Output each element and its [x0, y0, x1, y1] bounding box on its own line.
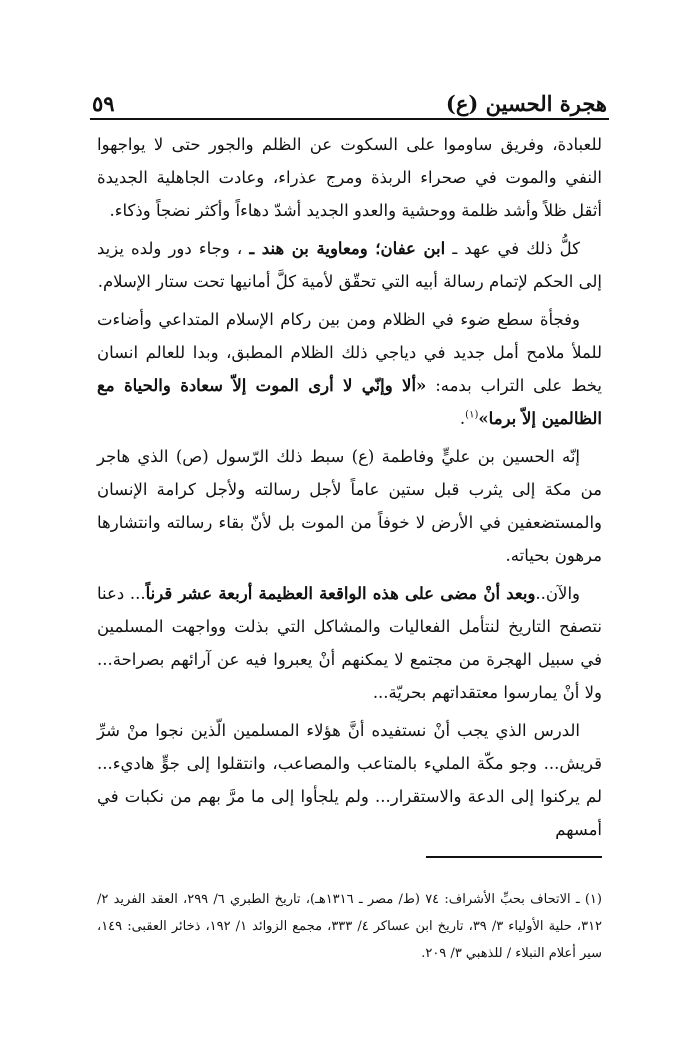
- paragraph-2-part-a: كلُّ ذلك في عهد ـ: [445, 239, 580, 258]
- footnote-1: (١) ـ الاتحاف بحبِّ الأشراف: ٧٤ (ط/ مصر ـ ١٣١٦هـ)، تاريخ الطبري ٦/ ٢٩٩، العقد الفريد ٢/ ٣١٢، حلية الأولياء ٣/ ٣٩، تاريخ ابن عساكر ٤/ ٣٣٣، مجمع الزوائد ١/ ١٩٢، ذخائر العقبى: ١٤٩، سير أعلام النبلاء / للذهبي ٣/ ٢٠٩.: [97, 892, 603, 961]
- paragraph-5-part-a: والآن..: [535, 584, 580, 603]
- paragraph-3: [97, 303, 602, 435]
- footnotes: [97, 886, 602, 967]
- running-title: هجرة الحسين (ع): [445, 91, 607, 116]
- header-rule: [90, 118, 609, 120]
- paragraph-1: للعبادة، وفريق ساوموا على السكوت عن الظلم والجور حتى لا يواجهوا النفي والموت في صحراء الربذة ومرج عذراء، وعادت الجاهلية الجديدة أثقل ظلاً وأشد ظلمة ووحشية والعدو الجديد أشدّ دهاءاً وأكثر نضجاً وذكاء.: [97, 135, 602, 220]
- paragraph-2-part-c: ، وجاء دور ولده يزيد إلى الحكم لإتمام رسالة أبيه التي تحقّق لأمية كلَّ أمانيها تحت ستار الإسلام.: [97, 239, 602, 291]
- page-number: ٥٩: [92, 91, 115, 116]
- paragraph-6: الدرس الذي يجب أنْ نستفيده أنَّ هؤلاء المسلمين الّذين نجوا منْ شرِّ قريش... وجو مكّة المليء بالمتاعب والمصاعب، وانتقلوا إلى جوٍّ هاديء... لم يركنوا إلى الدعة والاستقرار... ولم يلجأوا إلى ما مرَّ بهم من نكبات في أمسهم: [97, 721, 602, 839]
- body-text: [97, 128, 602, 851]
- paragraph-3-part-a: وفجأة سطع ضوء في الظلام ومن بين ركام الإسلام المتداعي وأضاءت للملأ ملامح أمل جديد في دياجي ذلك الظلام المطبق، وبدا للعالم انسان يخط على التراب بدمه:: [97, 310, 602, 395]
- footnote-ref[interactable]: (١): [465, 409, 479, 421]
- footnote-rule: [426, 856, 602, 858]
- paragraph-2-bold-names: ابن عفان؛ ومعاوية بن هند ـ: [249, 239, 446, 258]
- paragraph-3-part-c: .: [459, 409, 466, 428]
- paragraph-4: إنّه الحسين بن عليٍّ وفاطمة (ع) سبط ذلك الرّسول (ص) الذي هاجر من مكة إلى يثرب قبل ستين عاماً لأجل رسالته ولأجل كرامة الإنسان والمستضعفين في الأرض لا خوفاً من الموت بل لأنّ بقاء رسالته وانتشارها مرهون بحياته.: [97, 447, 602, 565]
- paragraph-5-bold-phrase: وبعد أنْ مضى على هذه الواقعة العظيمة أربعة عشر قرناً: [145, 584, 536, 603]
- paragraph-5: [97, 577, 602, 709]
- paragraph-2: [97, 232, 602, 298]
- page-header: [92, 88, 607, 116]
- quote-husayn: «ألا وإنّي لا أرى الموت إلاّ سعادة والحياة مع الظالمين إلاّ برما»: [97, 376, 602, 428]
- paragraph-5-part-c: ... دعنا نتصفح التاريخ لنتأمل الفعاليات والمشاكل التي بذلت وواجهت المسلمين في سبيل الهجرة من مجتمع لا يمكنهم أنْ يعبروا فيه عن آرائهم بصراحة... ولا أنْ يمارسوا معتقداتهم بحريّة...: [97, 584, 602, 702]
